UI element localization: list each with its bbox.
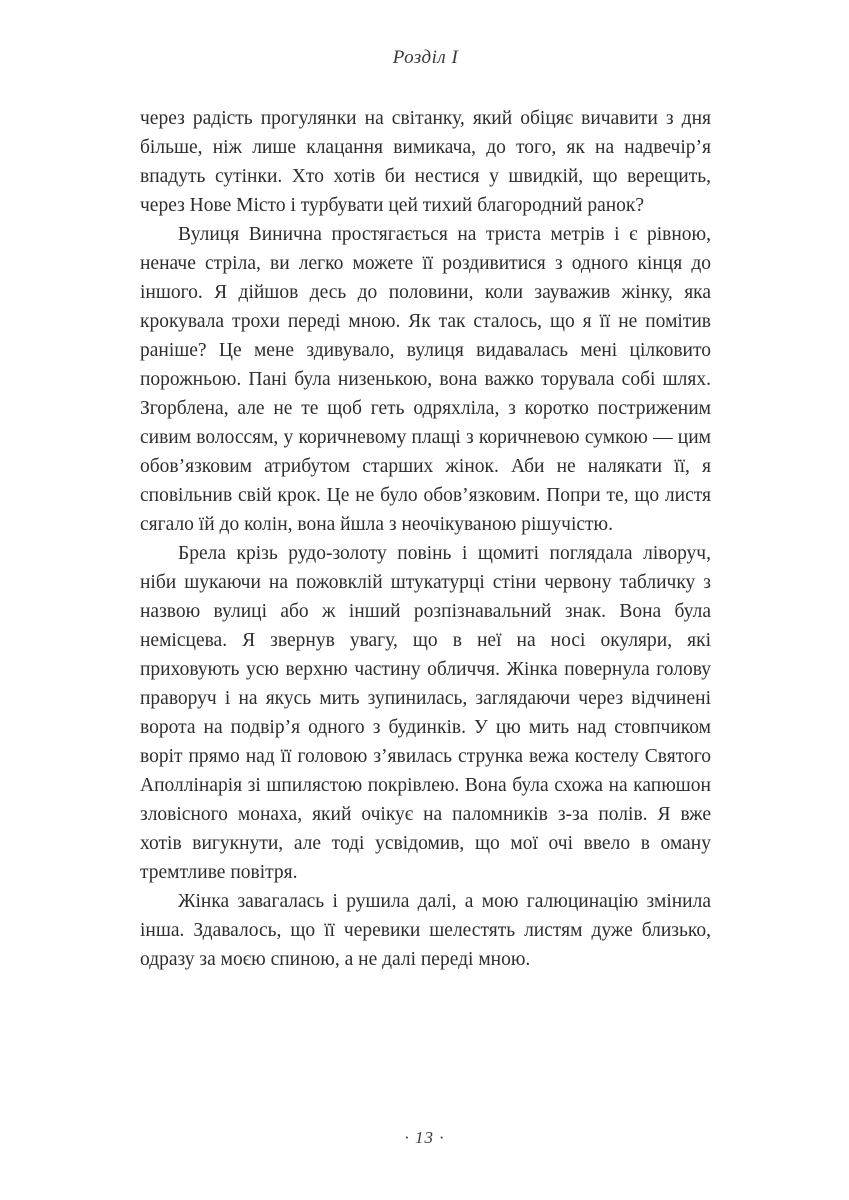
paragraph: через радість прогулянки на світанку, який обіцяє вичавити з дня більше, ніж лише клацання вимикача, до того, як на надвечір’я впадуть сутінки. Хто хотів би нестися у швидкій, що верещить, через Нове Місто і турбувати цей тихий благородний ранок? [140, 108, 711, 216]
paragraph: Жінка завагалась і рушила далі, а мою галюцинацію змінила інша. Здавалось, що її черевики шелестять листям дуже близько, одразу за моєю спиною, а не далі переді мною. [140, 891, 711, 970]
paragraph: Вулиця Винична простягається на триста метрів і є рівною, неначе стріла, ви легко можете її роздивитися з одного кінця до іншого. Я дійшов десь до половини, коли зауважив жінку, яка крокувала трохи переді мною. Як так сталось, що я її не помітив раніше? Це мене здивувало, вулиця видавалась мені цілковито порожньою. Пані була низенькою, вона важко торувала собі шлях. Згорблена, але не те щоб геть одряхліла, з коротко постриженим сивим волоссям, у коричневому плащі з коричневою сумкою — цим обов’язковим атрибутом старших жінок. Аби не налякати її, я сповільнив свій крок. Це не було обов’язковим. Попри те, що листя сягало їй до колін, вона йшла з неочікуваною рішучістю. [140, 224, 711, 535]
body-text [140, 104, 711, 974]
chapter-heading: Розділ I [392, 47, 459, 68]
page-number: · 13 · [404, 1128, 445, 1147]
paragraph: Брела крізь рудо-золоту повінь і щомиті поглядала ліворуч, ніби шукаючи на пожовклій штукатурці стіни червону табличку з назвою вулиці або ж інший розпізнавальний знак. Вона була немісцева. Я звернув увагу, що в неї на носі окуляри, які приховують усю верхню частину обличчя. Жінка повернула голову праворуч і на якусь мить зупинилась, заглядаючи через відчинені ворота на подвір’я одного з будинків. У цю мить над стовпчиком воріт прямо над її головою з’явилась струнка вежа костелу Святого Аполлінарія зі шпилястою покрівлею. Вона була схожа на капюшон зловісного монаха, який очікує на паломників з-за полів. Я вже хотів вигукнути, але тоді усвідомив, що мої очі ввело в оману тремтливе повітря. [140, 543, 711, 883]
